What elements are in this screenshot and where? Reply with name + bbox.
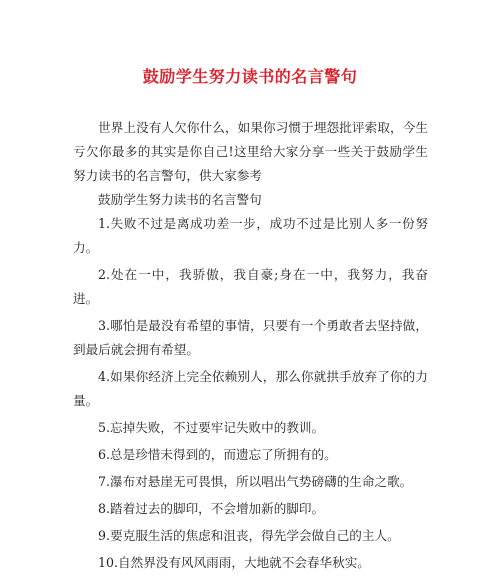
intro-paragraph: 世界上没有人欠你什么，如果你习惯于埋怨批评索取，今生亏欠你最多的其实是你自己!这里给大家分享一些关于鼓励学生努力读书的名言警句，供大家参考 xyxy=(73,120,428,183)
quote-item: 3.哪怕是最没有希望的事情，只要有一个勇敢者去坚持做，到最后就会拥有希望。 xyxy=(73,318,428,357)
quote-item: 10.自然界没有风风雨雨，大地就不会春华秋实。 xyxy=(98,555,370,570)
quote-item: 2.处在一中，我骄傲，我自豪;身在一中，我努力，我奋进。 xyxy=(73,267,428,306)
document-body xyxy=(73,116,428,578)
quote-item: 8.踏着过去的脚印，不会增加新的脚印。 xyxy=(98,501,325,516)
quote-item: 1.失败不过是离成功差一步，成功不过是比别人多一份努力。 xyxy=(73,216,428,255)
quote-item: 6.总是珍惜未得到的，而遗忘了所拥有的。 xyxy=(98,447,337,462)
section-subtitle: 鼓励学生努力读书的名言警句 xyxy=(98,192,262,207)
document-title: 鼓励学生努力读书的名言警句 xyxy=(142,67,358,86)
quote-item: 5.忘掉失败，不过要牢记失败中的教训。 xyxy=(98,420,325,435)
quote-item: 9.要克服生活的焦虑和沮丧，得先学会做自己的主人。 xyxy=(98,528,400,543)
quote-item: 7.瀑布对悬崖无可畏惧，所以唱出气势磅礴的生命之歌。 xyxy=(98,474,413,489)
quote-item: 4.如果你经济上完全依赖别人，那么你就拱手放弃了你的力量。 xyxy=(73,369,428,408)
